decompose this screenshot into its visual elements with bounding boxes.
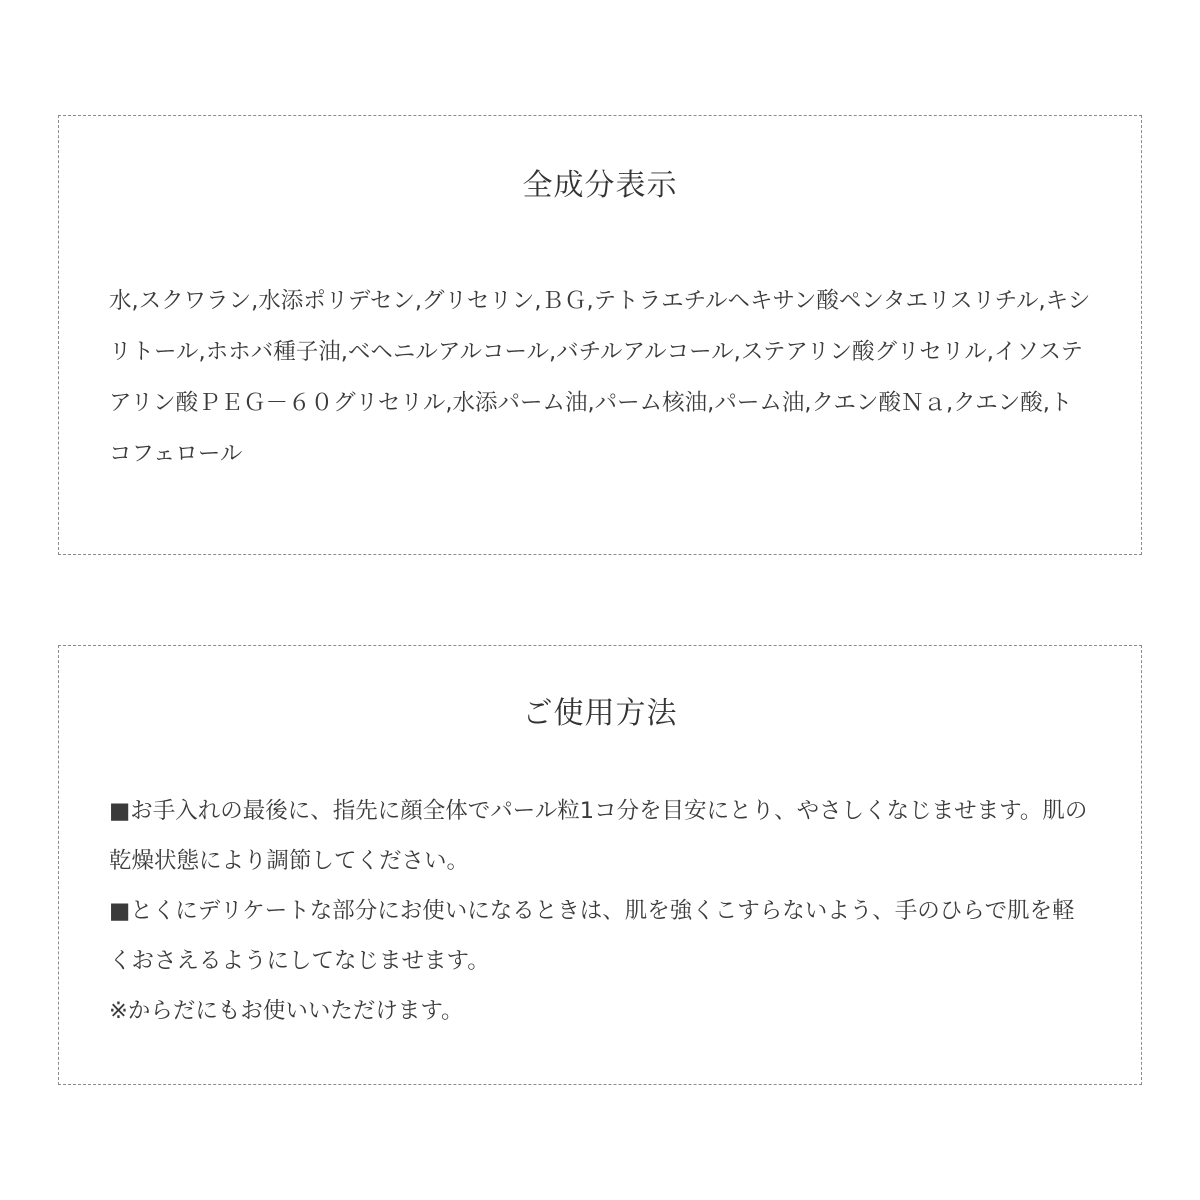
usage-paragraph: ■お手入れの最後に、指先に顔全体でパール粒1コ分を目安にとり、やさしくなじませます。肌の乾燥状態により調節してください。 (109, 798, 1088, 874)
usage-panel (58, 645, 1142, 1085)
usage-instructions (109, 786, 1091, 1036)
usage-title: ご使用方法 (522, 696, 678, 731)
ingredients-list: 水,スクワラン,水添ポリデセン,グリセリン,ＢＧ,テトラエチルヘキサン酸ペンタエリスリチル,キシリトール,ホホバ種子油,ベヘニルアルコール,バチルアルコール,ステアリン酸グリセリル,イソステアリン酸ＰＥＧ－６０グリセリル,水添パーム油,パーム核油,パーム油,クエン酸Ｎａ,クエン酸,トコフェロール (109, 288, 1091, 467)
usage-note: ※からだにもお使いいただけます。 (109, 998, 464, 1024)
ingredients-title: 全成分表示 (522, 168, 678, 203)
usage-paragraph: ■とくにデリケートな部分にお使いになるときは、肌を強くこすらないよう、手のひらで肌を軽くおさえるようにしてなじませます。 (109, 898, 1075, 974)
ingredients-panel (58, 115, 1142, 555)
